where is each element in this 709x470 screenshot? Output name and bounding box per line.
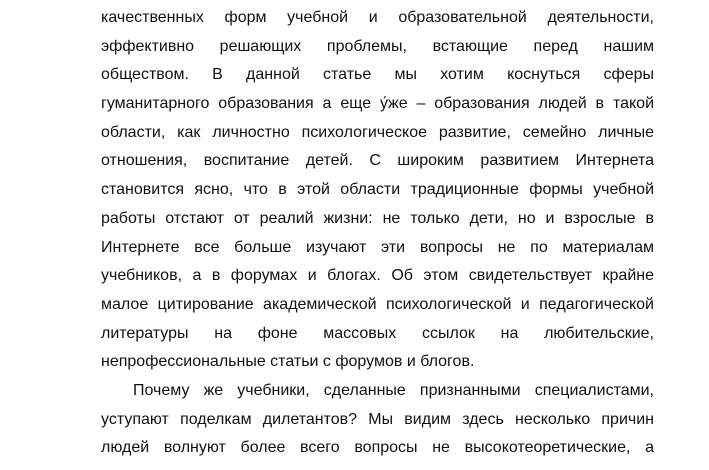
text-line: Почему же учебники, сделанные признанными специалистами,: [133, 381, 654, 399]
text-line: Интернете все больше изучают эти вопросы не по материалам: [101, 238, 654, 256]
text-line: становится ясно, что в этой области традиционные формы учебной: [101, 181, 654, 199]
text-line: гуманитарного образования а еще у́же – образования людей в такой: [101, 95, 654, 113]
text-line: обществом. В данной статье мы хотим коснуться сферы: [101, 66, 654, 84]
text-line: эффективно решающих проблемы, встающие перед нашим: [101, 37, 654, 55]
text-line: литературы на фоне массовых ссылок на любительские,: [101, 324, 654, 342]
text-line: малое цитирование академической психологической и педагогической: [101, 295, 654, 313]
text-line: области, как личностно психологическое развитие, семейно личные: [101, 123, 654, 141]
text-line: непрофессиональные статьи с форумов и блогов.: [101, 353, 475, 371]
text-line: работы отстают от реалий жизни: не только дети, но и взрослые в: [101, 209, 654, 227]
text-line: качественных форм учебной и образовательной деятельности,: [101, 9, 654, 26]
paragraph-1: [101, 4, 654, 377]
article-text: [101, 4, 654, 463]
text-line: отношения, воспитание детей. С широким развитием Интернета: [101, 152, 654, 170]
paragraph-2: [101, 377, 654, 463]
text-line: людей волнуют более всего вопросы не высокотеоретические, а: [101, 439, 654, 457]
text-line: уступают поделкам дилетантов? Мы видим здесь несколько причин: [101, 410, 654, 428]
text-line: учебников, а в форумах и блогах. Об этом свидетельствует крайне: [101, 267, 654, 285]
